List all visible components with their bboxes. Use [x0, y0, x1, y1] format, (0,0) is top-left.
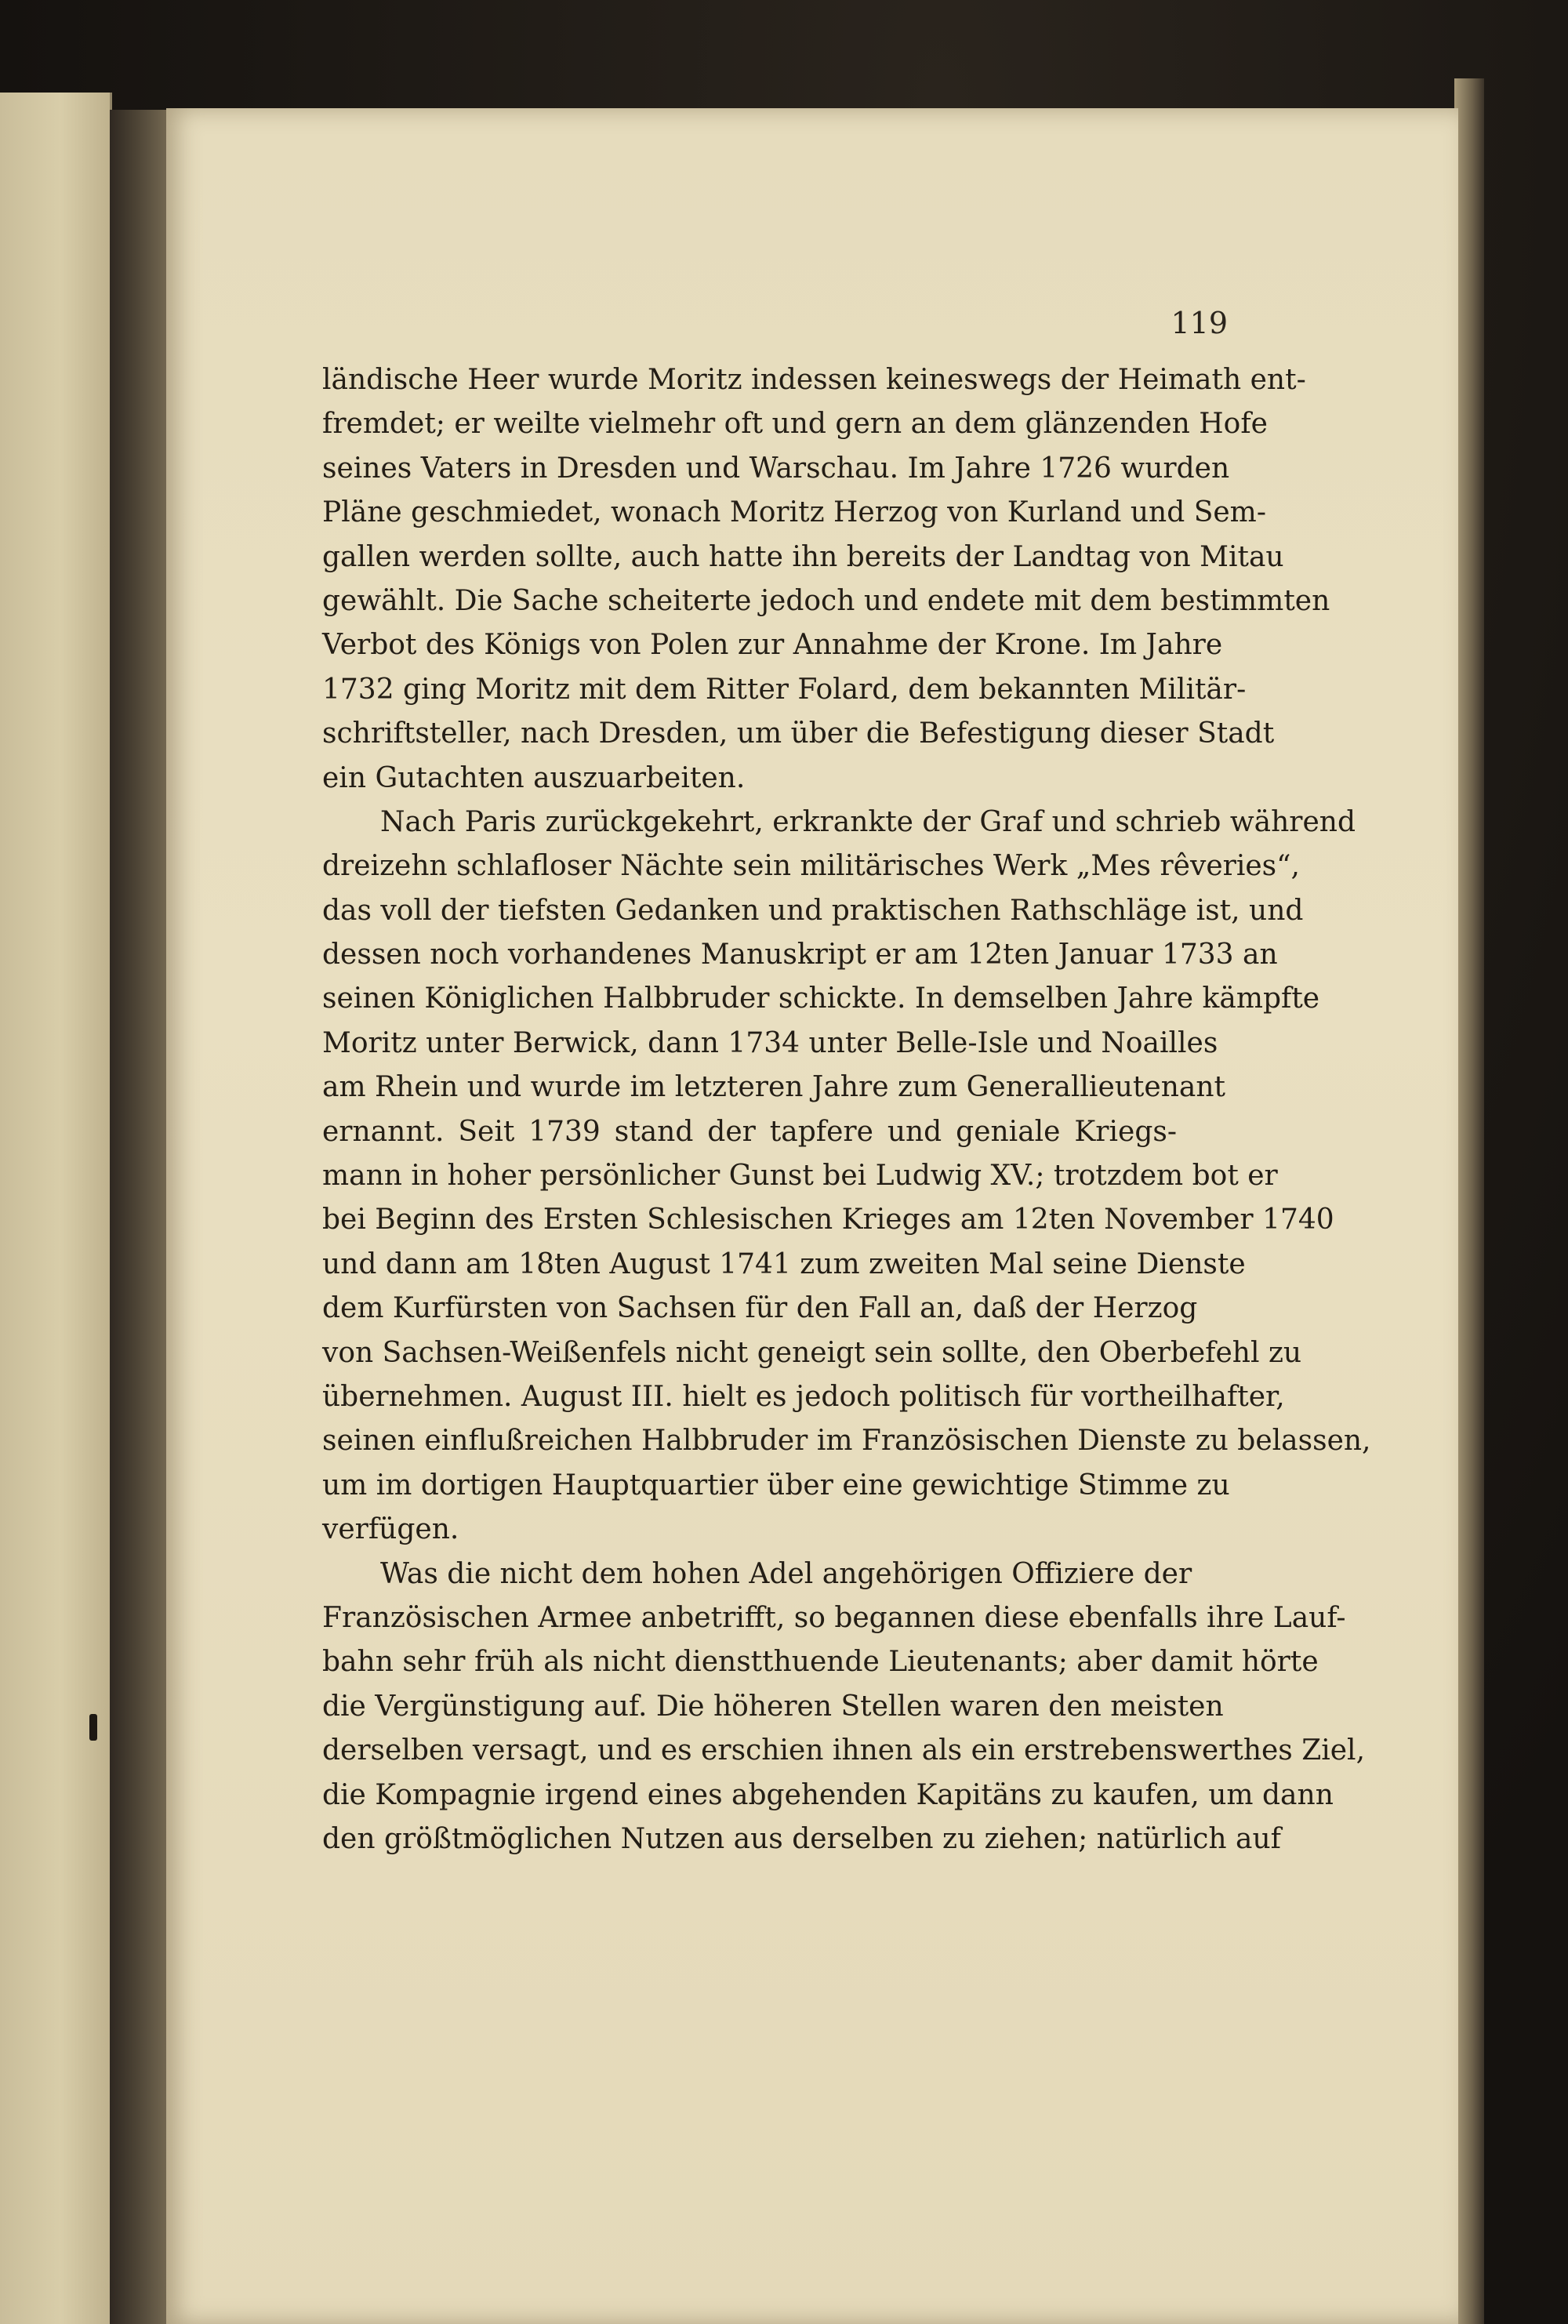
- text-line: bei Beginn des Ersten Schlesischen Krieges am 12ten November 1740: [322, 1204, 1334, 1236]
- text-line: den größtmöglichen Nutzen aus derselben zu ziehen; natürlich auf: [322, 1822, 1281, 1855]
- text-line: gallen werden sollte, auch hatte ihn bereits der Landtag von Mitau: [322, 540, 1284, 573]
- text-line: Verbot des Königs von Polen zur Annahme der Krone. Im Jahre: [322, 629, 1223, 662]
- paragraph-end-line: ein Gutachten auszuarbeiten.: [322, 761, 746, 794]
- paragraph-end-line: verfügen.: [322, 1513, 459, 1546]
- body-text: [322, 358, 1371, 1861]
- text-line: ländische Heer wurde Moritz indessen keineswegs der Heimath ent-: [322, 364, 1306, 396]
- page-stack-edge: [1454, 78, 1484, 2324]
- text-line: Pläne geschmiedet, wonach Moritz Herzog von Kurland und Sem-: [322, 496, 1266, 529]
- text-line: übernehmen. August III. hielt es jedoch politisch für vortheilhafter,: [322, 1380, 1285, 1413]
- page-number: 119: [1171, 306, 1228, 340]
- text-line: derselben versagt, und es erschien ihnen als ein erstrebenswerthes Ziel,: [322, 1734, 1366, 1767]
- text-line: seinen Königlichen Halbbruder schickte. In demselben Jahre kämpfte: [322, 982, 1320, 1015]
- paragraph-start-line: Nach Paris zurückgekehrt, erkrankte der Graf und schrieb während: [380, 805, 1356, 838]
- book-spine-shadow: [110, 110, 172, 2324]
- text-line: ernannt. Seit 1739 stand der tapfere und geniale Kriegs-: [322, 1115, 1177, 1148]
- text-line: seines Vaters in Dresden und Warschau. Im Jahre 1726 wurden: [322, 452, 1230, 485]
- text-line: 1732 ging Moritz mit dem Ritter Folard, dem bekannten Militär-: [322, 673, 1247, 706]
- page-mark: [89, 1714, 97, 1741]
- text-line: das voll der tiefsten Gedanken und praktischen Rathschläge ist, und: [322, 894, 1304, 927]
- text-line: und dann am 18ten August 1741 zum zweiten Mal seine Dienste: [322, 1247, 1246, 1280]
- text-line: die Vergünstigung auf. Die höheren Stellen waren den meisten: [322, 1690, 1224, 1723]
- text-line: von Sachsen-Weißenfels nicht geneigt sein sollte, den Oberbefehl zu: [322, 1336, 1302, 1369]
- text-line: schriftsteller, nach Dresden, um über die Befestigung dieser Stadt: [322, 717, 1275, 750]
- text-line: am Rhein und wurde im letzteren Jahre zum Generallieutenant: [322, 1071, 1225, 1104]
- text-line: dessen noch vorhandenes Manuskript er am 12ten Januar 1733 an: [322, 939, 1278, 971]
- text-line: dreizehn schlafloser Nächte sein militärisches Werk „Mes rêveries“,: [322, 850, 1300, 883]
- paragraph-start-line: Was die nicht dem hohen Adel angehörigen Offiziere der: [380, 1557, 1192, 1590]
- text-line: dem Kurfürsten von Sachsen für den Fall an, daß der Herzog: [322, 1292, 1198, 1325]
- text-line: fremdet; er weilte vielmehr oft und gern an dem glänzenden Hofe: [322, 408, 1268, 441]
- text-line: mann in hoher persönlicher Gunst bei Ludwig XV.; trotzdem bot er: [322, 1160, 1278, 1193]
- previous-page-edge: [0, 93, 112, 2324]
- text-line: gewählt. Die Sache scheiterte jedoch und endete mit dem bestimmten: [322, 584, 1330, 617]
- text-line: Moritz unter Berwick, dann 1734 unter Belle-Isle und Noailles: [322, 1026, 1218, 1059]
- text-line: die Kompagnie irgend eines abgehenden Kapitäns zu kaufen, um dann: [322, 1778, 1334, 1811]
- text-line: um im dortigen Hauptquartier über eine gewichtige Stimme zu: [322, 1469, 1230, 1502]
- text-line: bahn sehr früh als nicht dienstthuende Lieutenants; aber damit hörte: [322, 1646, 1319, 1679]
- text-line: Französischen Armee anbetrifft, so begannen diese ebenfalls ihre Lauf-: [322, 1601, 1346, 1634]
- text-line: seinen einflußreichen Halbbruder im Französischen Dienste zu belassen,: [322, 1425, 1371, 1458]
